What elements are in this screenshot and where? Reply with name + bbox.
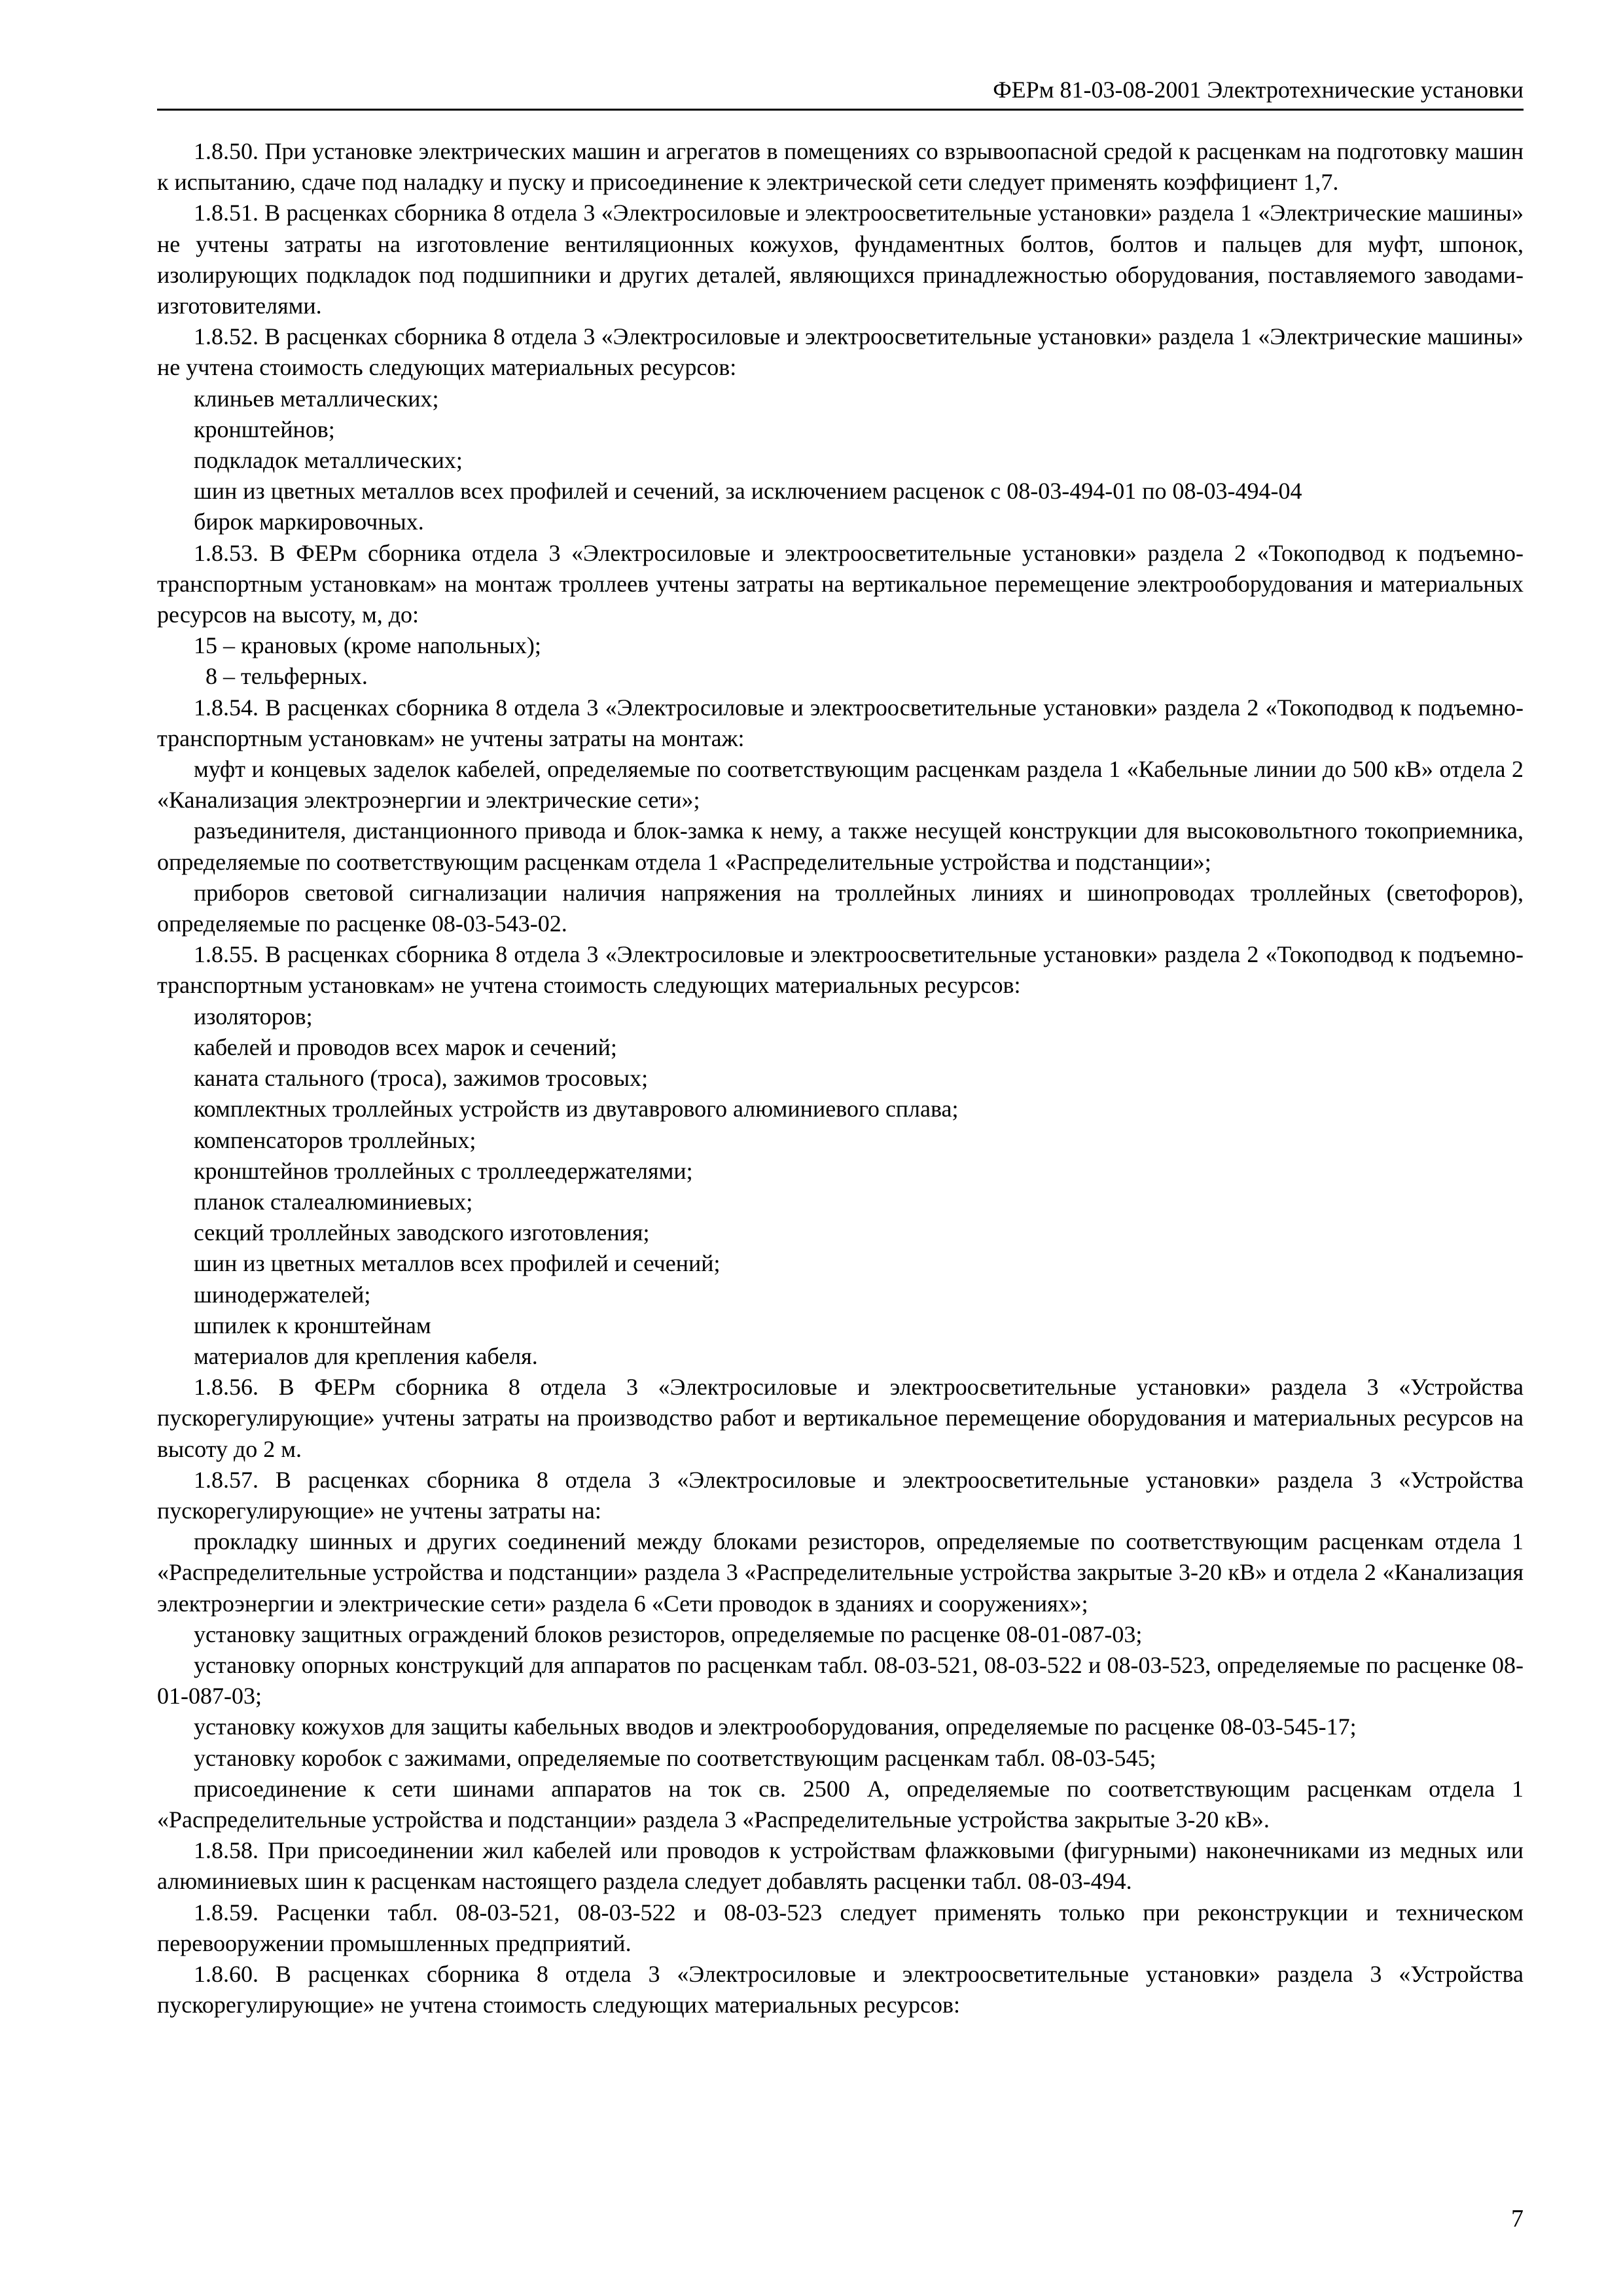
list-item: комплектных троллейных устройств из двутаврового алюминиевого сплава;	[194, 1096, 959, 1122]
paragraph: присоединение к сети шинами аппаратов на ток св. 2500 А, определяемые по соответствующим расценкам отдела 1 «Распределительные устройства и подстанции» раздела 3 «Распределительные устройства закрытые 3-20 кВ».	[157, 1775, 1524, 1833]
paragraph: прокладку шинных и других соединений между блоками резисторов, определяемые по соответствующим расценкам отдела 1 «Распределительные устройства и подстанции» раздела 3 «Распределительные устройства закрытые 3-20 кВ» и отдела 2 «Канализация электроэнергии и электрические сети» раздела 6 «Сети проводок в зданиях и сооружениях»;	[157, 1528, 1524, 1617]
list-item: шпилек к кронштейнам	[194, 1312, 431, 1338]
paragraph: установку защитных ограждений блоков резисторов, определяемые по расценке 08-01-087-03;	[194, 1621, 1143, 1647]
list-item: материалов для крепления кабеля.	[194, 1342, 538, 1369]
paragraph: 1.8.59. Расценки табл. 08-03-521, 08-03-522 и 08-03-523 следует применять только при реконструкции и техническом перевооружении промышленных предприятий.	[157, 1899, 1524, 1956]
document-body	[157, 136, 1524, 2020]
list-item: бирок маркировочных.	[194, 509, 424, 535]
list-item: компенсаторов троллейных;	[194, 1126, 476, 1153]
paragraph: 1.8.54. В расценках сборника 8 отдела 3 «Электросиловые и электроосветительные установки» раздела 2 «Токоподвод к подъемно-транспортным установкам» не учтены затраты на монтаж:	[157, 694, 1524, 751]
paragraph: 1.8.50. При установке электрических машин и агрегатов в помещениях со взрывоопасной средой к расценкам на подготовку машин к испытанию, сдаче под наладку и пуску и присоединение к электрической сети следует применять коэффициент 1,7.	[157, 138, 1524, 196]
paragraph: 1.8.60. В расценках сборника 8 отдела 3 «Электросиловые и электроосветительные установки» раздела 3 «Устройства пускорегулирующие» не учтена стоимость следующих материальных ресурсов:	[157, 1960, 1524, 2018]
list-item: кронштейнов;	[194, 416, 335, 442]
paragraph: 1.8.57. В расценках сборника 8 отдела 3 «Электросиловые и электроосветительные установки» раздела 3 «Устройства пускорегулирующие» не учтены затраты на:	[157, 1466, 1524, 1524]
list-item: подкладок металлических;	[194, 447, 463, 474]
paragraph: 1.8.56. В ФЕРм сборника 8 отдела 3 «Электросиловые и электроосветительные установки» раздела 3 «Устройства пускорегулирующие» учтены затраты на производство работ и вертикальное перемещение оборудования и материальных ресурсов на высоту до 2 м.	[157, 1374, 1524, 1462]
paragraph: 1.8.51. В расценках сборника 8 отдела 3 «Электросиловые и электроосветительные установки» раздела 1 «Электрические машины» не учтены затраты на изготовление вентиляционных кожухов, фундаментных болтов, болтов и пальцев для муфт, шпонок, изолирующих подкладок под подшипники и других деталей, являющихся принадлежностью оборудования, поставляемого заводами-изготовителями.	[157, 200, 1524, 319]
paragraph: установку опорных конструкций для аппаратов по расценкам табл. 08-03-521, 08-03-522 и 08-03-523, определяемые по расценке 08-01-087-03;	[157, 1651, 1524, 1710]
list-item: планок сталеалюминиевых;	[194, 1188, 473, 1215]
list-item: клиньев металлических;	[194, 385, 439, 412]
paragraph: 1.8.58. При присоединении жил кабелей или проводов к устройствам флажковыми (фигурными) наконечниками из медных или алюминиевых шин к расценкам настоящего раздела следует добавлять расценки табл. 08-03-494.	[157, 1837, 1524, 1895]
list-item: каната стального (троса), зажимов тросовых;	[194, 1065, 649, 1092]
list-item: шин из цветных металлов всех профилей и сечений;	[194, 1250, 721, 1277]
header-title: ФЕРм 81-03-08-2001 Электротехнические установки	[993, 77, 1524, 103]
paragraph: муфт и концевых заделок кабелей, определяемые по соответствующим расценкам раздела 1 «Кабельные линии до 500 кВ» отдела 2 «Канализация электроэнергии и электрические сети»;	[157, 756, 1524, 814]
paragraph: разъединителя, дистанционного привода и блок-замка к нему, а также несущей конструкции для высоковольтного токоприемника, определяемые по соответствующим расценкам отдела 1 «Распределительные устройства и подстанции»;	[157, 817, 1524, 875]
list-item: шин из цветных металлов всех профилей и сечений, за исключением расценок с 08-03-494-01 по 08-03-494-04	[194, 478, 1302, 505]
paragraph: установку коробок с зажимами, определяемые по соответствующим расценкам табл. 08-03-545;	[194, 1744, 1156, 1771]
paragraph: приборов световой сигнализации наличия напряжения на троллейных линиях и шинопроводах троллейных (светофоров), определяемые по расценке 08-03-543-02.	[157, 879, 1524, 937]
list-item: изоляторов;	[194, 1003, 313, 1030]
paragraph: 1.8.55. В расценках сборника 8 отдела 3 «Электросиловые и электроосветительные установки» раздела 2 «Токоподвод к подъемно-транспортным установкам» не учтена стоимость следующих материальных ресурсов:	[157, 941, 1524, 999]
paragraph: 1.8.52. В расценках сборника 8 отдела 3 «Электросиловые и электроосветительные установки» раздела 1 «Электрические машины» не учтена стоимость следующих материальных ресурсов:	[157, 323, 1524, 381]
page-number: 7	[1511, 2205, 1524, 2233]
list-item: кронштейнов троллейных с троллеедержателями;	[194, 1157, 693, 1184]
list-item: шинодержателей;	[194, 1281, 371, 1308]
list-item: 15 – крановых (кроме напольных);	[194, 632, 541, 659]
list-item: кабелей и проводов всех марок и сечений;	[194, 1033, 617, 1060]
paragraph: 1.8.53. В ФЕРм сборника отдела 3 «Электросиловые и электроосветительные установки» раздела 2 «Токоподвод к подъемно-транспортным установкам» на монтаж троллеев учтены затраты на вертикальное перемещение электрооборудования и материальных ресурсов на высоту, м, до:	[157, 539, 1524, 628]
paragraph: установку кожухов для защиты кабельных вводов и электрооборудования, определяемые по расценке 08-03-545-17;	[194, 1713, 1357, 1740]
page-header	[157, 73, 1524, 111]
list-item: 8 – тельферных.	[194, 663, 368, 690]
list-item: секций троллейных заводского изготовления;	[194, 1219, 650, 1246]
